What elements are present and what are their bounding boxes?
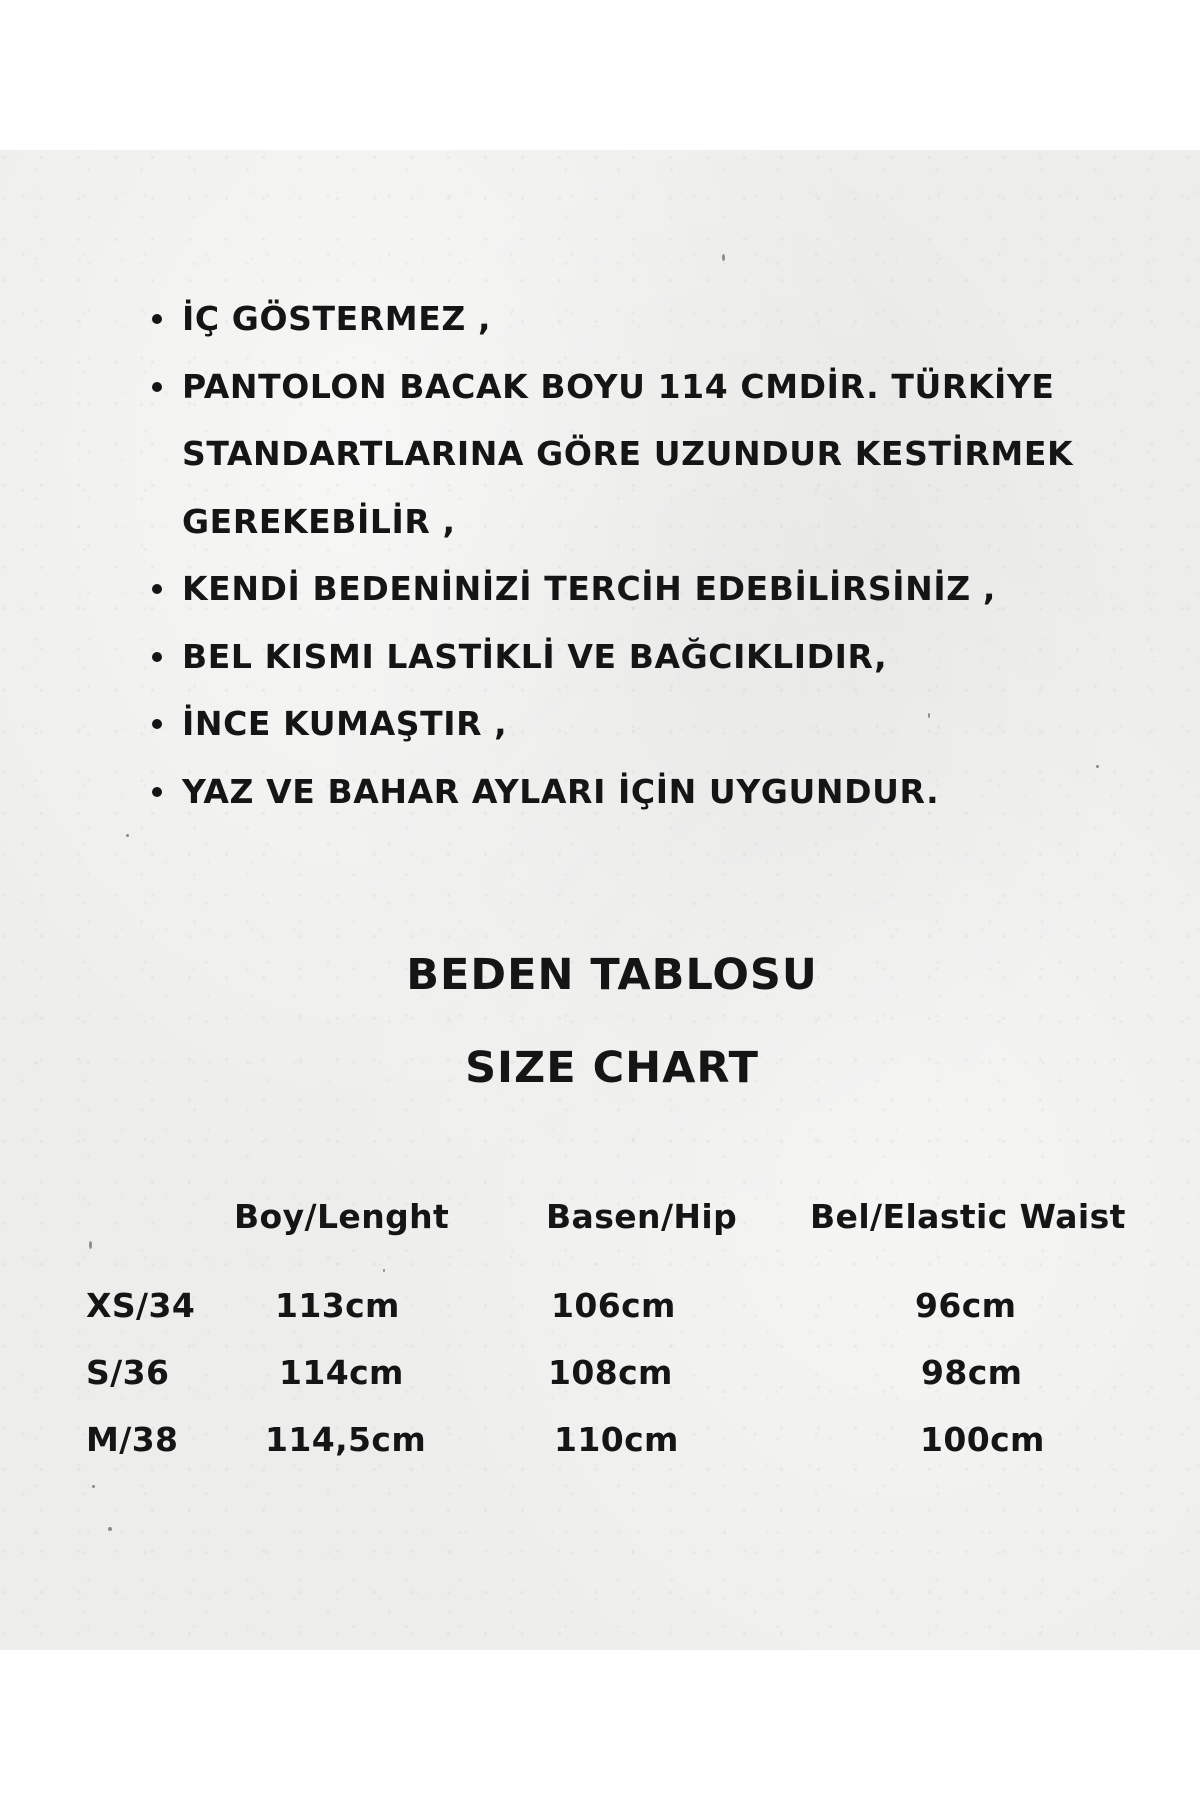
length-value: 114cm	[279, 1353, 404, 1392]
feature-text	[182, 353, 1110, 556]
feature-item	[150, 555, 1110, 623]
waist-value: 96cm	[915, 1286, 1017, 1325]
paper-speck	[126, 834, 129, 837]
size-table-title-en: SIZE CHART	[465, 1043, 759, 1093]
feature-line: GEREKEBİLİR ,	[182, 501, 456, 541]
column-header-waist: Bel/Elastic Waist	[810, 1197, 1126, 1236]
feature-item	[150, 285, 1110, 353]
feature-item	[150, 690, 1110, 758]
column-header-length: Boy/Lenght	[234, 1197, 450, 1236]
bullet-icon	[152, 652, 162, 662]
length-value: 113cm	[275, 1286, 400, 1325]
length-value: 114,5cm	[265, 1420, 427, 1459]
paper-speck	[383, 1269, 385, 1272]
bullet-icon	[152, 787, 162, 797]
bullet-icon	[152, 314, 162, 324]
feature-item	[150, 353, 1110, 556]
feature-text	[182, 555, 1110, 623]
bullet-icon	[152, 584, 162, 594]
size-label: XS/34	[86, 1286, 196, 1325]
feature-text	[182, 623, 1110, 691]
waist-value: 100cm	[920, 1420, 1045, 1459]
feature-line: BEL KISMI LASTİKLİ VE BAĞCIKLIDIR,	[182, 636, 888, 676]
column-header-hip: Basen/Hip	[546, 1197, 738, 1236]
size-label: M/38	[86, 1420, 179, 1459]
feature-line: PANTOLON BACAK BOYU 114 CMDİR. TÜRKİYE	[182, 366, 1055, 406]
feature-line: STANDARTLARINA GÖRE UZUNDUR KESTİRMEK	[182, 434, 1074, 473]
hip-value: 106cm	[551, 1286, 676, 1325]
feature-line: İÇ GÖSTERMEZ ,	[182, 299, 492, 338]
hip-value: 108cm	[548, 1353, 673, 1392]
bullet-icon	[152, 719, 162, 729]
feature-list	[150, 285, 1110, 825]
hip-value: 110cm	[554, 1420, 679, 1459]
feature-line: YAZ VE BAHAR AYLARI İÇİN UYGUNDUR.	[182, 771, 940, 811]
paper-speck	[92, 1485, 95, 1488]
feature-text	[182, 285, 1110, 353]
feature-item	[150, 758, 1110, 826]
paper-speck	[108, 1527, 112, 1531]
size-label: S/36	[86, 1353, 170, 1392]
paper-speck	[722, 254, 725, 261]
feature-line: KENDİ BEDENİNİZİ TERCİH EDEBİLİRSİNİZ ,	[182, 569, 996, 608]
size-table-title-tr: BEDEN TABLOSU	[406, 950, 818, 1000]
feature-item	[150, 623, 1110, 691]
waist-value: 98cm	[921, 1353, 1023, 1392]
feature-line: İNCE KUMAŞTIR ,	[182, 704, 508, 743]
feature-text	[182, 758, 1110, 826]
paper-speck	[89, 1241, 92, 1249]
bullet-icon	[152, 382, 162, 392]
feature-text	[182, 690, 1110, 758]
